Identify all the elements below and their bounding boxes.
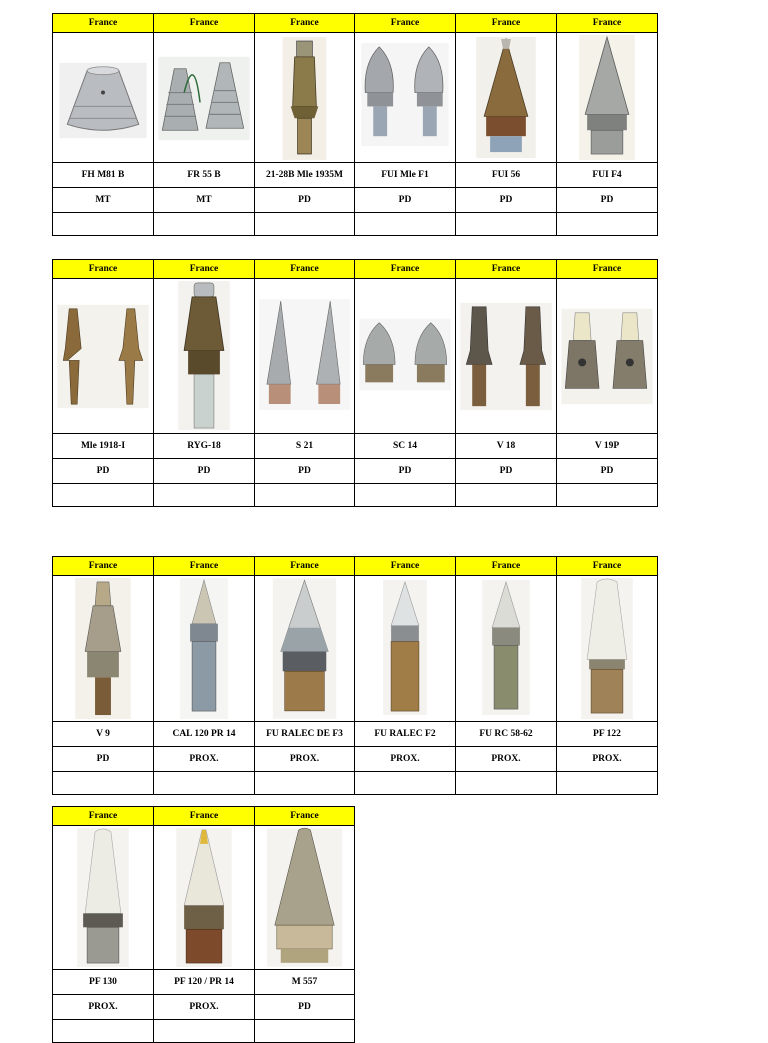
fuze-name: PF 122 xyxy=(557,722,658,747)
blank-cell xyxy=(355,213,456,236)
fuze-prox-white-icon xyxy=(557,576,657,721)
country-cell: France xyxy=(154,557,255,576)
fuze-type: PD xyxy=(557,188,658,213)
country-cell: France xyxy=(53,807,154,826)
type-row xyxy=(53,459,658,484)
fuze-name: FUI F4 xyxy=(557,163,658,188)
fuze-type: PD xyxy=(154,459,255,484)
name-row xyxy=(53,434,658,459)
fuze-name: PF 130 xyxy=(53,970,154,995)
fuze-pointed-grey-icon xyxy=(557,33,657,162)
blank-cell xyxy=(355,772,456,795)
blank-cell xyxy=(53,1020,154,1043)
fuze-type: MT xyxy=(154,188,255,213)
name-row xyxy=(53,163,658,188)
fuze-type: PD xyxy=(456,188,557,213)
blank-cell xyxy=(557,772,658,795)
fuze-type: PD xyxy=(53,459,154,484)
blank-cell xyxy=(557,213,658,236)
fuze-prox-blue-icon xyxy=(154,576,254,721)
fuze-photo-cell xyxy=(154,576,255,722)
blank-cell xyxy=(154,1020,255,1043)
fuze-pf130-icon xyxy=(53,826,153,969)
image-row xyxy=(53,826,355,970)
country-row xyxy=(53,14,658,33)
image-row xyxy=(53,576,658,722)
fuze-type: PD xyxy=(255,459,355,484)
fuze-name: FH M81 B xyxy=(53,163,154,188)
country-cell: France xyxy=(154,260,255,279)
blank-cell xyxy=(456,772,557,795)
fuze-type: PD xyxy=(557,459,658,484)
country-cell: France xyxy=(557,557,658,576)
country-row xyxy=(53,557,658,576)
fuze-photo-cell xyxy=(557,33,658,163)
fuze-table-4 xyxy=(52,806,355,1043)
fuze-short-pair-icon xyxy=(355,279,455,433)
country-cell: France xyxy=(255,14,355,33)
country-cell: France xyxy=(53,557,154,576)
country-cell: France xyxy=(53,260,154,279)
blank-cell xyxy=(53,213,154,236)
fuze-name: 21-28B Mle 1935M xyxy=(255,163,355,188)
fuze-name: Mle 1918-I xyxy=(53,434,154,459)
fuze-photo-cell xyxy=(53,279,154,434)
fuze-photo-cell xyxy=(456,279,557,434)
blank-cell xyxy=(154,213,255,236)
fuze-photo-cell xyxy=(53,33,154,163)
fuze-m557-icon xyxy=(255,826,354,969)
blank-cell xyxy=(255,213,355,236)
country-cell: France xyxy=(355,14,456,33)
fuze-type: PROX. xyxy=(557,747,658,772)
country-cell: France xyxy=(154,14,255,33)
country-cell: France xyxy=(456,260,557,279)
fuze-photo-cell xyxy=(154,279,255,434)
fuze-dark-pair-icon xyxy=(456,279,556,433)
blank-cell xyxy=(355,484,456,507)
fuze-photo-cell xyxy=(53,826,154,970)
fuze-type: MT xyxy=(53,188,154,213)
blank-cell xyxy=(255,772,355,795)
fuze-name: V 19P xyxy=(557,434,658,459)
fuze-type: PROX. xyxy=(355,747,456,772)
fuze-name: FU RALEC F2 xyxy=(355,722,456,747)
fuze-grey-cone-pair-icon xyxy=(255,279,354,433)
fuze-photo-cell xyxy=(255,279,355,434)
blank-cell xyxy=(456,484,557,507)
fuze-photo-cell xyxy=(355,279,456,434)
fuze-prox-ralec-icon xyxy=(255,576,354,721)
type-row xyxy=(53,995,355,1020)
country-cell: France xyxy=(456,14,557,33)
fuze-photo-cell xyxy=(355,576,456,722)
fuze-photo-cell xyxy=(456,576,557,722)
blank-cell xyxy=(255,1020,355,1043)
fuze-type: PD xyxy=(456,459,557,484)
fuze-name: V 18 xyxy=(456,434,557,459)
country-cell: France xyxy=(154,807,255,826)
blank-cell xyxy=(154,772,255,795)
fuze-white-tip-pair-icon xyxy=(557,279,657,433)
blank-cell xyxy=(154,484,255,507)
fuze-photo-cell xyxy=(53,576,154,722)
fuze-type: PD xyxy=(355,188,456,213)
fuze-v9-icon xyxy=(53,576,153,721)
fuze-type: PROX. xyxy=(456,747,557,772)
fuze-name: S 21 xyxy=(255,434,355,459)
fuze-name: SC 14 xyxy=(355,434,456,459)
name-row xyxy=(53,722,658,747)
fuze-conical-wide-icon xyxy=(53,33,153,162)
fuze-type: PD xyxy=(355,459,456,484)
fuze-name: FR 55 B xyxy=(154,163,255,188)
fuze-photo-cell xyxy=(355,33,456,163)
fuze-table-2 xyxy=(52,259,658,507)
fuze-prox-rc-icon xyxy=(456,576,556,721)
fuze-table-1 xyxy=(52,13,658,236)
fuze-photo-cell xyxy=(557,576,658,722)
country-cell: France xyxy=(557,260,658,279)
country-cell: France xyxy=(557,14,658,33)
fuze-name: FU RALEC DE F3 xyxy=(255,722,355,747)
blank-row xyxy=(53,213,658,236)
fuze-pointed-brass-icon xyxy=(456,33,556,162)
blank-cell xyxy=(557,484,658,507)
fuze-table-3 xyxy=(52,556,658,795)
type-row xyxy=(53,188,658,213)
blank-cell xyxy=(456,213,557,236)
fuze-name: FUI Mle F1 xyxy=(355,163,456,188)
country-row xyxy=(53,260,658,279)
fuze-type: PROX. xyxy=(255,747,355,772)
fuze-name: FU RC 58-62 xyxy=(456,722,557,747)
fuze-name: CAL 120 PR 14 xyxy=(154,722,255,747)
country-cell: France xyxy=(255,557,355,576)
blank-row xyxy=(53,484,658,507)
fuze-type: PROX. xyxy=(53,995,154,1020)
fuze-photo-cell xyxy=(255,576,355,722)
fuze-prox-ralec2-icon xyxy=(355,576,455,721)
fuze-type: PD xyxy=(53,747,154,772)
fuze-tall-brass-icon xyxy=(154,279,254,433)
country-cell: France xyxy=(255,260,355,279)
image-row xyxy=(53,33,658,163)
country-row xyxy=(53,807,355,826)
image-row xyxy=(53,279,658,434)
fuze-type: PD xyxy=(255,995,355,1020)
fuze-photo-cell xyxy=(456,33,557,163)
country-cell: France xyxy=(355,260,456,279)
blank-cell xyxy=(53,484,154,507)
country-cell: France xyxy=(53,14,154,33)
country-cell: France xyxy=(456,557,557,576)
fuze-name: RYG-18 xyxy=(154,434,255,459)
blank-row xyxy=(53,1020,355,1043)
fuze-type: PD xyxy=(255,188,355,213)
fuze-name: PF 120 / PR 14 xyxy=(154,970,255,995)
type-row xyxy=(53,747,658,772)
fuze-photo-cell xyxy=(154,826,255,970)
fuze-tall-slender-icon xyxy=(255,33,354,162)
fuze-name: FUI 56 xyxy=(456,163,557,188)
fuze-type: PROX. xyxy=(154,747,255,772)
fuze-pair-grey-icon xyxy=(355,33,455,162)
fuze-ribbed-pair-icon xyxy=(154,33,254,162)
fuze-brass-pair-icon xyxy=(53,279,153,433)
fuze-photo-cell xyxy=(154,33,255,163)
country-cell: France xyxy=(355,557,456,576)
fuze-photo-cell xyxy=(557,279,658,434)
fuze-name: M 557 xyxy=(255,970,355,995)
blank-cell xyxy=(53,772,154,795)
name-row xyxy=(53,970,355,995)
country-cell: France xyxy=(255,807,355,826)
fuze-name: V 9 xyxy=(53,722,154,747)
blank-row xyxy=(53,772,658,795)
blank-cell xyxy=(255,484,355,507)
fuze-photo-cell xyxy=(255,33,355,163)
fuze-type: PROX. xyxy=(154,995,255,1020)
fuze-photo-cell xyxy=(255,826,355,970)
fuze-pf120-icon xyxy=(154,826,254,969)
